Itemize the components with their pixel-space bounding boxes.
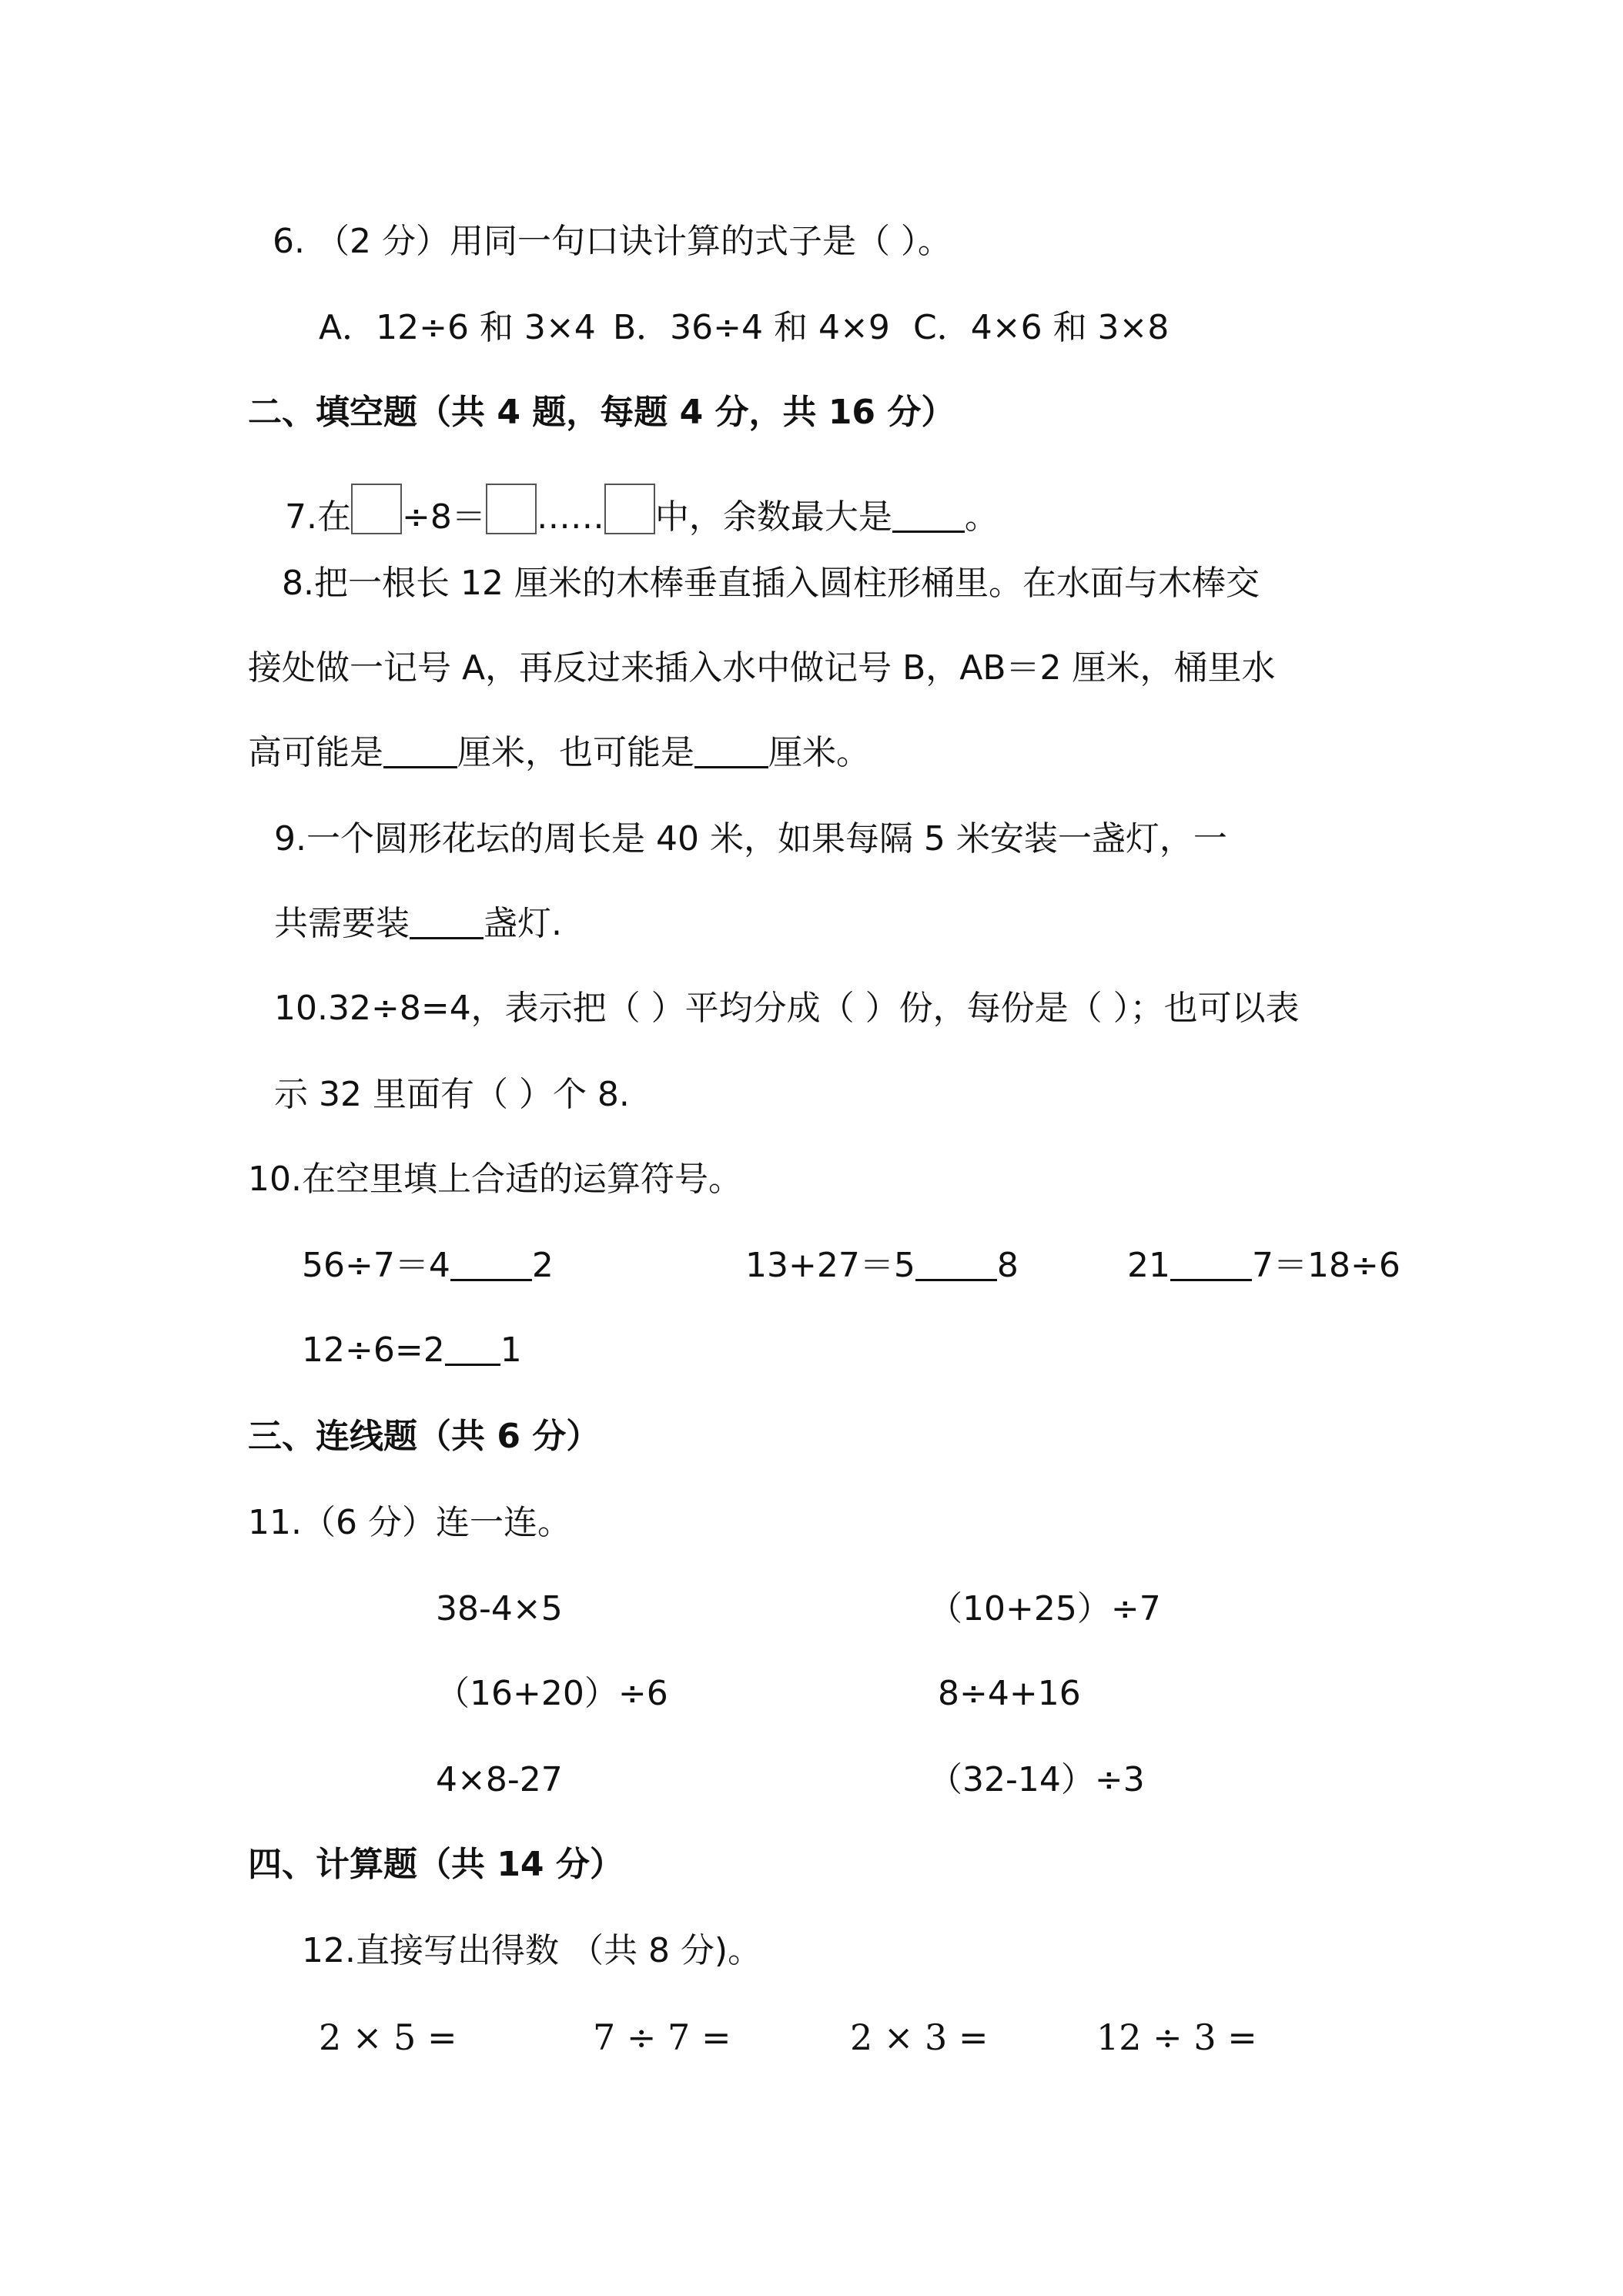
operator-right: 1	[500, 1330, 522, 1370]
calc-item-4: 12 ÷ 3 =	[1096, 2017, 1257, 2058]
calc-item-2: 7 ÷ 7 =	[593, 2017, 731, 2058]
calc-item-1: 2 × 5 =	[319, 2017, 457, 2058]
section-heading-calculation: 四、计算题（共 14 分）	[248, 1845, 624, 1884]
answer-blank-remainder-max[interactable]	[892, 501, 965, 533]
operator-right: 2	[531, 1246, 554, 1285]
operator-left: 56÷7＝4	[302, 1246, 450, 1285]
match-right-3[interactable]: （32-14）÷3	[929, 1760, 1145, 1799]
q6-option-b: B．36÷4 和 4×9	[613, 308, 890, 347]
q9-text-a: 共需要装	[274, 904, 410, 943]
operator-right: 7＝18÷6	[1252, 1246, 1400, 1285]
q7-line	[285, 484, 999, 539]
q7-prefix: 7.在	[285, 497, 351, 537]
operator-item-1	[302, 1244, 554, 1287]
q10a-line1: 10.32÷8=4，表示把（ ）平均分成（ ）份，每份是（ ）；也可以表	[274, 989, 1300, 1028]
q10b-stem: 10.在空里填上合适的运算符号。	[248, 1160, 742, 1199]
answer-box-quotient[interactable]	[486, 484, 537, 534]
q6-stem: 6. （2 分）用同一句口诀计算的式子是（ ）。	[273, 222, 952, 261]
q8-line3	[248, 731, 870, 775]
operator-right: 8	[996, 1246, 1019, 1285]
q8-text-b: 厘米，也可能是	[457, 733, 694, 772]
match-right-1[interactable]: （10+25）÷7	[929, 1589, 1161, 1628]
match-left-2[interactable]: （16+20）÷6	[436, 1674, 668, 1713]
match-left-1[interactable]: 38-4×5	[436, 1589, 563, 1628]
section-heading-matching: 三、连线题（共 6 分）	[248, 1417, 601, 1456]
q12-stem: 12.直接写出得数 （共 8 分)。	[302, 1931, 762, 1970]
operator-left: 12÷6=2	[302, 1330, 445, 1370]
answer-blank-height-1[interactable]	[383, 737, 457, 768]
operator-item-3	[1127, 1244, 1400, 1287]
q8-line1: 8.把一根长 12 厘米的木棒垂直插入圆柱形桶里。在水面与木棒交	[282, 564, 1260, 603]
answer-blank-height-2[interactable]	[694, 737, 768, 768]
operator-blank[interactable]	[445, 1334, 500, 1366]
match-right-2[interactable]: 8÷4+16	[938, 1674, 1081, 1713]
q7-dots: ……	[536, 497, 604, 537]
section-heading-fill-in: 二、填空题（共 4 题，每题 4 分，共 16 分）	[248, 393, 955, 432]
q7-end: 。	[964, 497, 999, 537]
operator-left: 13+27＝5	[745, 1246, 915, 1285]
calc-item-3: 2 × 3 =	[850, 2017, 989, 2058]
q8-text-a: 高可能是	[248, 733, 383, 772]
q9-line1: 9.一个圆形花坛的周长是 40 米，如果每隔 5 米安装一盏灯，一	[274, 819, 1227, 858]
operator-left: 21	[1127, 1246, 1170, 1285]
q7-division: ÷8＝	[401, 497, 486, 537]
answer-blank-lamps[interactable]	[410, 908, 484, 939]
q7-suffix: 中，余数最大是	[654, 497, 892, 537]
match-left-3[interactable]: 4×8-27	[436, 1760, 563, 1799]
operator-item-2	[745, 1244, 1019, 1287]
operator-blank[interactable]	[915, 1250, 997, 1281]
q9-text-b: 盏灯.	[484, 904, 562, 943]
answer-box-remainder[interactable]	[604, 484, 655, 534]
q11-stem: 11.（6 分）连一连。	[248, 1503, 571, 1542]
operator-item-4	[302, 1329, 522, 1372]
answer-box-dividend[interactable]	[351, 484, 402, 534]
q6-option-a: A．12÷6 和 3×4	[319, 308, 596, 347]
operator-blank[interactable]	[450, 1250, 532, 1281]
q8-text-c: 厘米。	[768, 733, 870, 772]
operator-blank[interactable]	[1170, 1250, 1252, 1281]
q6-option-c: C．4×6 和 3×8	[913, 308, 1170, 347]
q10a-line2: 示 32 里面有（ ）个 8.	[274, 1075, 630, 1114]
q9-line2	[274, 902, 562, 946]
q8-line2: 接处做一记号 A，再反过来插入水中做记号 B，AB＝2 厘米，桶里水	[248, 648, 1276, 688]
